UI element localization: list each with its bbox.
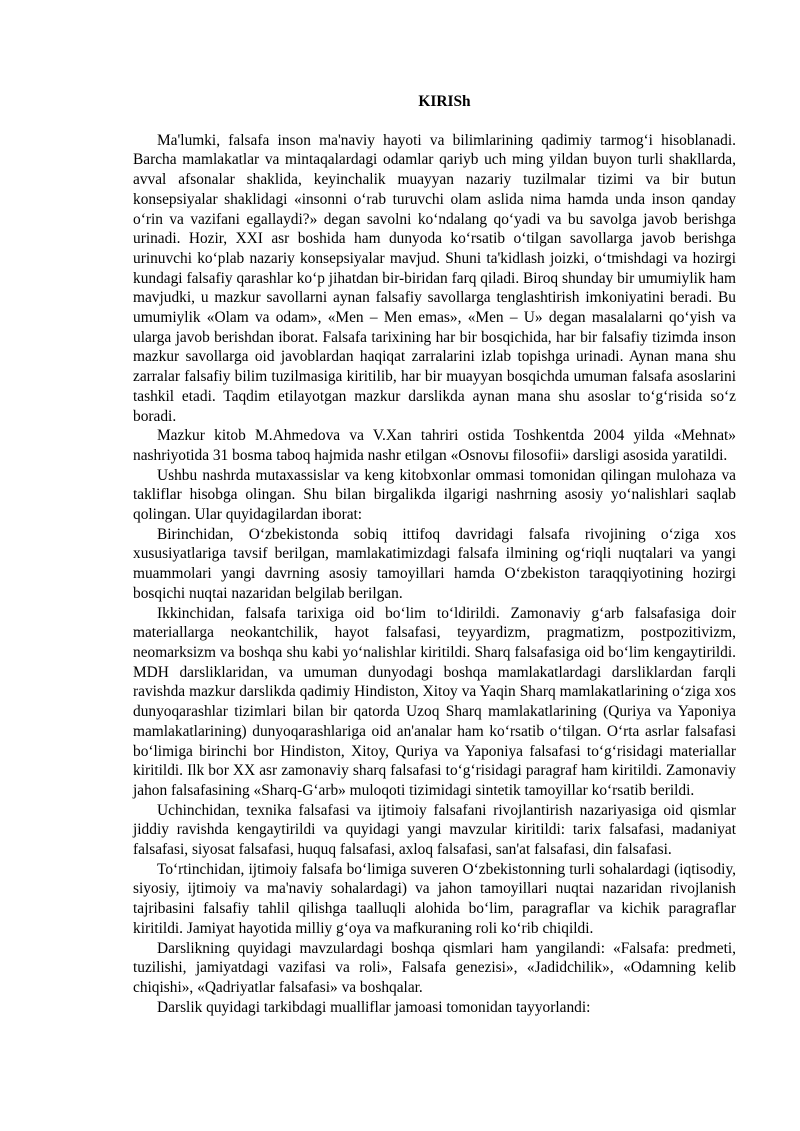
paragraph-intro: Ma'lumki, falsafa inson ma'naviy hayoti va bilimlarining qadimiy tarmog‘i hisoblanadi. Barcha mamlakatlar va mintaqalardagi odamlar qariyb uch ming yildan buyon turli shakllarda, avval afsonalar shaklida, keyinchalik muayyan nazariy tuzilmalar tizimi va bir butun konsepsiyalar shaklidagi «insonni o‘rab turuvchi olam aslida nima hamda unda inson qanday o‘rin va vazifani egallaydi?» degan savolni ko‘ndalang qo‘yadi va bu savolga javob berishga urinadi. Hozir, XXI asr boshida ham dunyoda ko‘rsatib o‘tilgan savollarga javob berishga urinuvchi ko‘plab nazariy konsepsiyalar mavjud. Shuni ta'kidlash joizki, o‘tmishdagi va hozirgi kundagi falsafiy qarashlar ko‘p jihatdan bir-biridan farq qiladi. Biroq shunday bir umumiylik ham mavjudki, u mazkur savollarni aynan falsafiy savollarga tenglashtirish imkoniyatini beradi. Bu umumiylik «Olam va odam», «Men – Men emas», «Men – U» degan masalalarni qo‘yish va ularga javob berishdan iborat. Falsafa tarixining har bir bosqichida, har bir falsafiy tizimda inson mazkur savollarga oid javoblardan haqiqat zarralarini izlab topishga urinadi. Aynan mana shu zarralar falsafiy bilim tuzilmasiga kiritilib, har bir muayyan bosqichda umuman falsafa asoslarini tashkil etadi. Taqdim etilayotgan mazkur darslikda aynan mana shu asoslar to‘g‘risida so‘z boradi. bbox=[133, 131, 736, 425]
paragraph-authors-intro: Darslik quyidagi tarkibdagi mualliflar jamoasi tomonidan tayyorlandi: bbox=[157, 998, 591, 1016]
paragraph-source-book: Mazkur kitob M.Ahmedova va V.Xan tahriri ostida Toshkentda 2004 yilda «Mehnat» nashriyotida 31 bosma taboq hajmida nashr etilgan «Osnovы filosofii» darsligi asosida yaratildi. bbox=[133, 427, 736, 464]
paragraph-third-point: Uchinchidan, texnika falsafasi va ijtimoiy falsafani rivojlantirish nazariyasiga oid qismlar jiddiy ravishda kengaytirildi va quyidagi yangi mavzular kiritildi: tarix falsafasi, madaniyat falsafasi, siyosat falsafasi, huquq falsafasi, axloq falsafasi, san'at falsafasi, din falsafasi. bbox=[133, 801, 736, 859]
paragraph-updated-topics: Darslikning quyidagi mavzulardagi boshqa qismlari ham yangilandi: «Falsafa: predmeti, tuzilishi, jamiyatdagi vazifasi va roli», Falsafa genezisi», «Jadidchilik», «Odamning kelib chiqishi», «Qadriyatlar falsafasi» va boshqalar. bbox=[133, 939, 736, 996]
paragraph-edition-notes: Ushbu nashrda mutaxassislar va keng kitobxonlar ommasi tomonidan qilingan mulohaza va takliflar hisobga olingan. Shu bilan birgalikda ilgarigi nashrning asosiy yo‘nalishlari saqlab qolingan. Ular quyidagilardan iborat: bbox=[133, 466, 736, 524]
paragraph-first-point: Birinchidan, O‘zbekistonda sobiq ittifoq davridagi falsafa rivojining o‘ziga xos xususiyatlariga tavsif berilgan, mamlakatimizdagi falsafa ilmining og‘riqli nuqtalari va yangi muammolari yangi davrning asosiy tamoyillari hamda O‘zbekiston taraqqiyotining hozirgi bosqichi nuqtai nazaridan belgilab berilgan. bbox=[133, 525, 736, 602]
page-title: KIRISh bbox=[418, 93, 471, 110]
paragraph-fourth-point: To‘rtinchidan, ijtimoiy falsafa bo‘limiga suveren O‘zbekistonning turli sohalardagi (iqtisodiy, siyosiy, ijtimoiy va ma'naviy sohalardagi) va jahon tamoyillari nuqtai nazaridan rivojlanish tajribasini falsafiy tahlil qilishga taalluqli alohida bo‘lim, paragraflar va kichik paragraflar kiritildi. Jamiyat hayotida milliy g‘oya va mafkuraning roli ko‘rib chiqildi. bbox=[133, 860, 736, 937]
paragraph-second-point: Ikkinchidan, falsafa tarixiga oid bo‘lim to‘ldirildi. Zamonaviy g‘arb falsafasiga doir materiallarga neokantchilik, hayot falsafasi, teyyardizm, pragmatizm, postpozitivizm, neomarksizm va boshqa shu kabi yo‘nalishlar kiritildi. Sharq falsafasiga oid bo‘lim kengaytirildi. MDH darsliklaridan, va umuman dunyodagi boshqa mamlakatlardagi darsliklardan farqli ravishda mazkur darslikda qadimiy Hindiston, Xitoy va Yaqin Sharq mamlakatlarining o‘ziga xos dunyoqarashlar tizimlari bilan bir qatorda Uzoq Sharq mamlakatlarining (Quriya va Yaponiya mamlakatlarining) dunyoqarashlariga oid an'analar ham ko‘rsatib o‘tilgan. O‘rta asrlar falsafasi bo‘limiga birinchi bor Hindiston, Xitoy, Quriya va Yaponiya falsafasi to‘g‘risidagi materiallar kiritildi. Ilk bor XX asr zamonaviy sharq falsafasi to‘g‘risidagi paragraf ham kiritildi. Zamonaviy jahon falsafasining «Sharq-G‘arb» muloqoti tizimidagi sintetik tamoyillar ko‘rsatib berildi. bbox=[133, 604, 736, 799]
